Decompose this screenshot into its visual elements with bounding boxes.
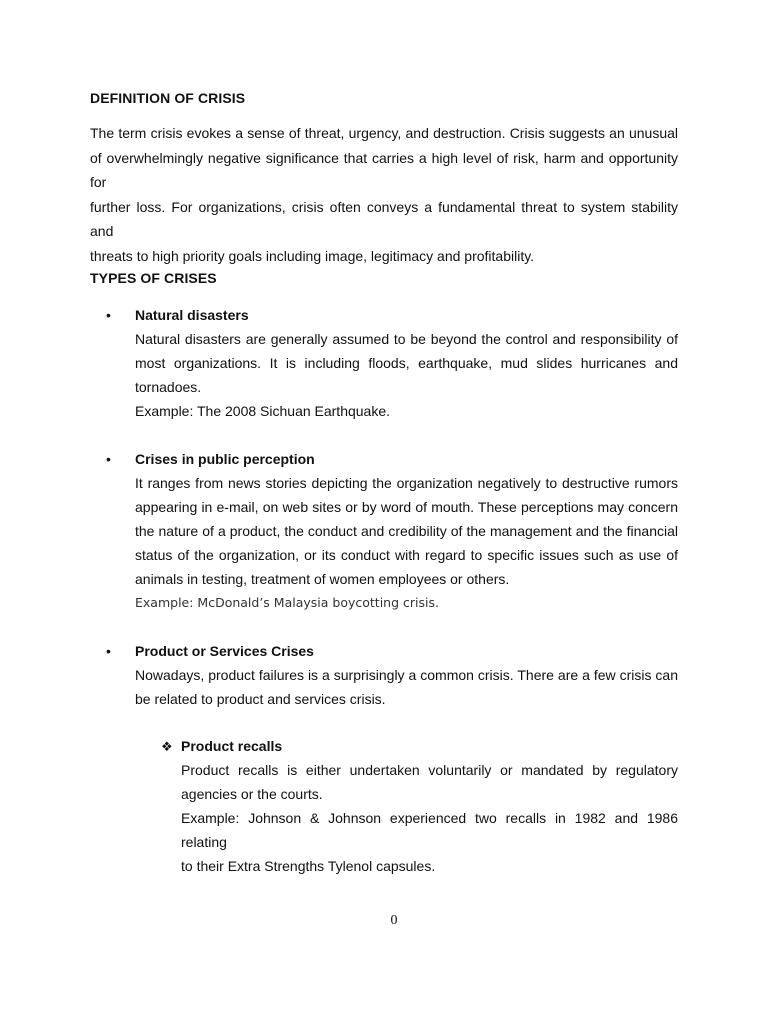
definition-line: The term crisis evokes a sense of threat, urgency, and destruction. Crisis suggests an unusual: [90, 125, 678, 141]
item-title-public-perception: Crises in public perception: [135, 451, 315, 467]
item-example: Example: McDonald’s Malaysia boycotting crisis.: [135, 595, 439, 610]
item-line: most organizations. It is including floods, earthquake, mud slides hurricanes and: [135, 355, 678, 371]
bullet-icon: •: [106, 307, 111, 323]
item-body-product-services: [135, 663, 678, 711]
item-title-natural-disasters: Natural disasters: [135, 307, 249, 323]
bullet-icon: •: [106, 451, 111, 467]
item-line: be related to product and services crisis.: [135, 691, 386, 707]
sub-item-line: to their Extra Strengths Tylenol capsules.: [181, 858, 436, 874]
item-line: It ranges from news stories depicting the organization negatively to destructive rumors: [135, 475, 678, 491]
sub-item-body-product-recalls: [181, 758, 678, 878]
item-line: tornadoes.: [135, 379, 202, 395]
item-line: appearing in e-mail, on web sites or by word of mouth. These perceptions may concern: [135, 499, 678, 515]
types-heading: TYPES OF CRISES: [90, 270, 217, 286]
item-line: status of the organization, or its conduct with regard to specific issues such as use of: [135, 547, 678, 563]
item-line: Nowadays, product failures is a surprisingly a common crisis. There are a few crisis can: [135, 667, 678, 683]
sub-item-title-product-recalls: Product recalls: [181, 738, 283, 754]
item-line: the nature of a product, the conduct and credibility of the management and the financial: [135, 523, 678, 539]
item-title-product-services: Product or Services Crises: [135, 643, 314, 659]
item-line: Natural disasters are generally assumed to be beyond the control and responsibility of: [135, 331, 678, 347]
item-body-public-perception: [135, 471, 678, 615]
definition-line: threats to high priority goals including image, legitimacy and profitability.: [90, 247, 535, 264]
definition-line: of overwhelmingly negative significance that carries a high level of risk, harm and opportunity for: [90, 149, 678, 190]
page-number: 0: [390, 913, 398, 928]
item-body-natural-disasters: [135, 327, 678, 423]
bullet-icon: •: [106, 643, 111, 659]
diamond-bullet-icon: ❖: [161, 739, 173, 754]
sub-item-line: Product recalls is either undertaken voluntarily or mandated by regulatory: [181, 762, 678, 778]
item-example: Example: The 2008 Sichuan Earthquake.: [135, 403, 391, 419]
sub-item-line: agencies or the courts.: [181, 786, 323, 802]
definition-heading: DEFINITION OF CRISIS: [90, 90, 246, 106]
definition-paragraph: [90, 121, 678, 268]
definition-line: further loss. For organizations, crisis often conveys a fundamental threat to system stability and: [90, 198, 678, 239]
sub-item-line: Example: Johnson & Johnson experienced two recalls in 1982 and 1986 relating: [181, 810, 678, 850]
item-line: animals in testing, treatment of women employees or others.: [135, 571, 510, 587]
